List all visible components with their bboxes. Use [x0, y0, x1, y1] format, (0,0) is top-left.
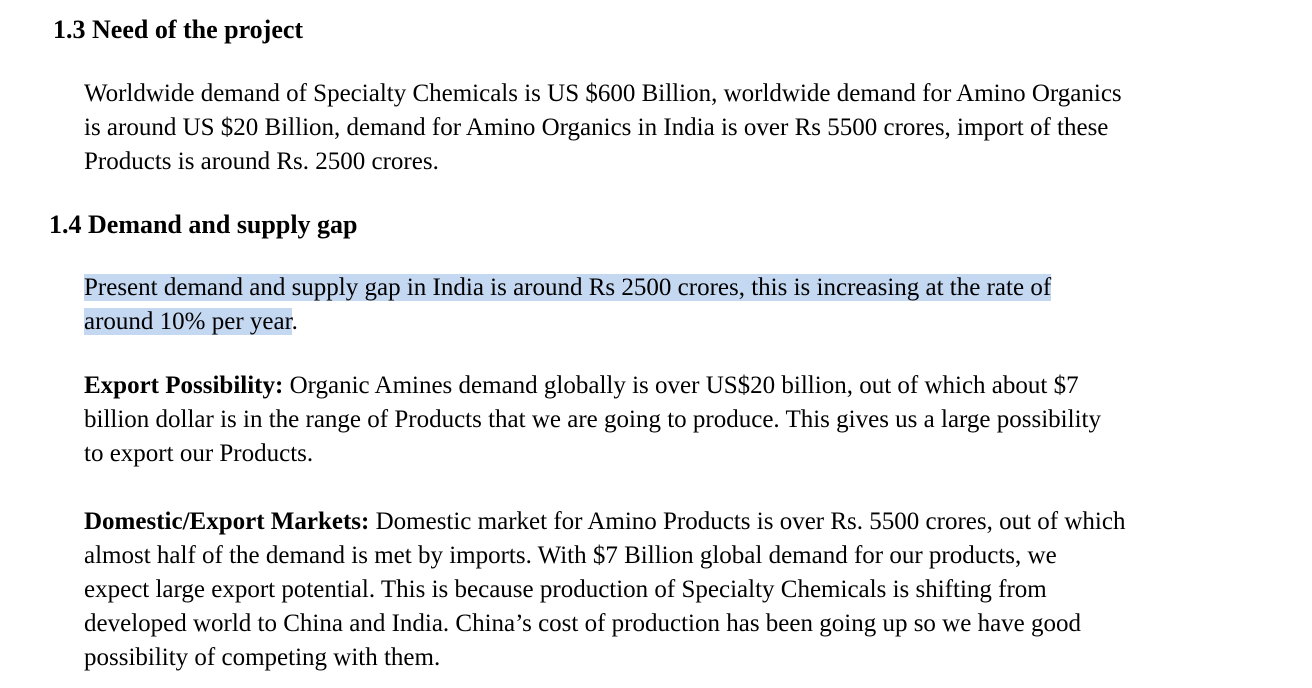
run-in-heading-domestic-export-markets: Domestic/Export Markets:	[84, 508, 370, 535]
paragraph-gap[interactable]	[84, 271, 1312, 339]
selected-text[interactable]: around 10% per year	[84, 308, 292, 335]
paragraph-line: Worldwide demand of Specialty Chemicals is US $600 Billion, worldwide demand for Amino Organics	[84, 80, 1122, 107]
run-in-heading-export-possibility: Export Possibility:	[84, 372, 284, 399]
paragraph-text: .	[291, 308, 298, 335]
paragraph-line: is around US $20 Billion, demand for Amino Organics in India is over Rs 5500 crores, import of these	[84, 114, 1109, 141]
paragraph-line: Products is around Rs. 2500 crores.	[84, 148, 439, 175]
paragraph-line: almost half of the demand is met by imports. With $7 Billion global demand for our products, we	[84, 542, 1057, 569]
paragraph-line: to export our Products.	[84, 440, 314, 467]
section-heading-need-of-project: 1.3 Need of the project	[53, 15, 304, 44]
paragraph-need[interactable]	[84, 77, 1312, 179]
paragraph-text: Domestic market for Amino Products is over Rs. 5500 crores, out of which	[369, 508, 1126, 535]
paragraph-line: expect large export potential. This is because production of Specialty Chemicals is shifting from	[84, 576, 1047, 603]
paragraph-export-possibility[interactable]	[84, 369, 1312, 471]
paragraph-line: billion dollar is in the range of Products that we are going to produce. This gives us a large possibility	[84, 406, 1101, 433]
paragraph-domestic-export-markets[interactable]	[84, 505, 1312, 675]
selected-text[interactable]: Present demand and supply gap in India is around Rs 2500 crores, this is increasing at the rate of	[84, 274, 1052, 301]
paragraph-line: developed world to China and India. China’s cost of production has been going up so we have good	[84, 610, 1082, 637]
paragraph-line: possibility of competing with them.	[84, 644, 441, 671]
section-heading-demand-supply-gap: 1.4 Demand and supply gap	[49, 210, 358, 239]
paragraph-text: Organic Amines demand globally is over US$20 billion, out of which about $7	[283, 372, 1079, 399]
